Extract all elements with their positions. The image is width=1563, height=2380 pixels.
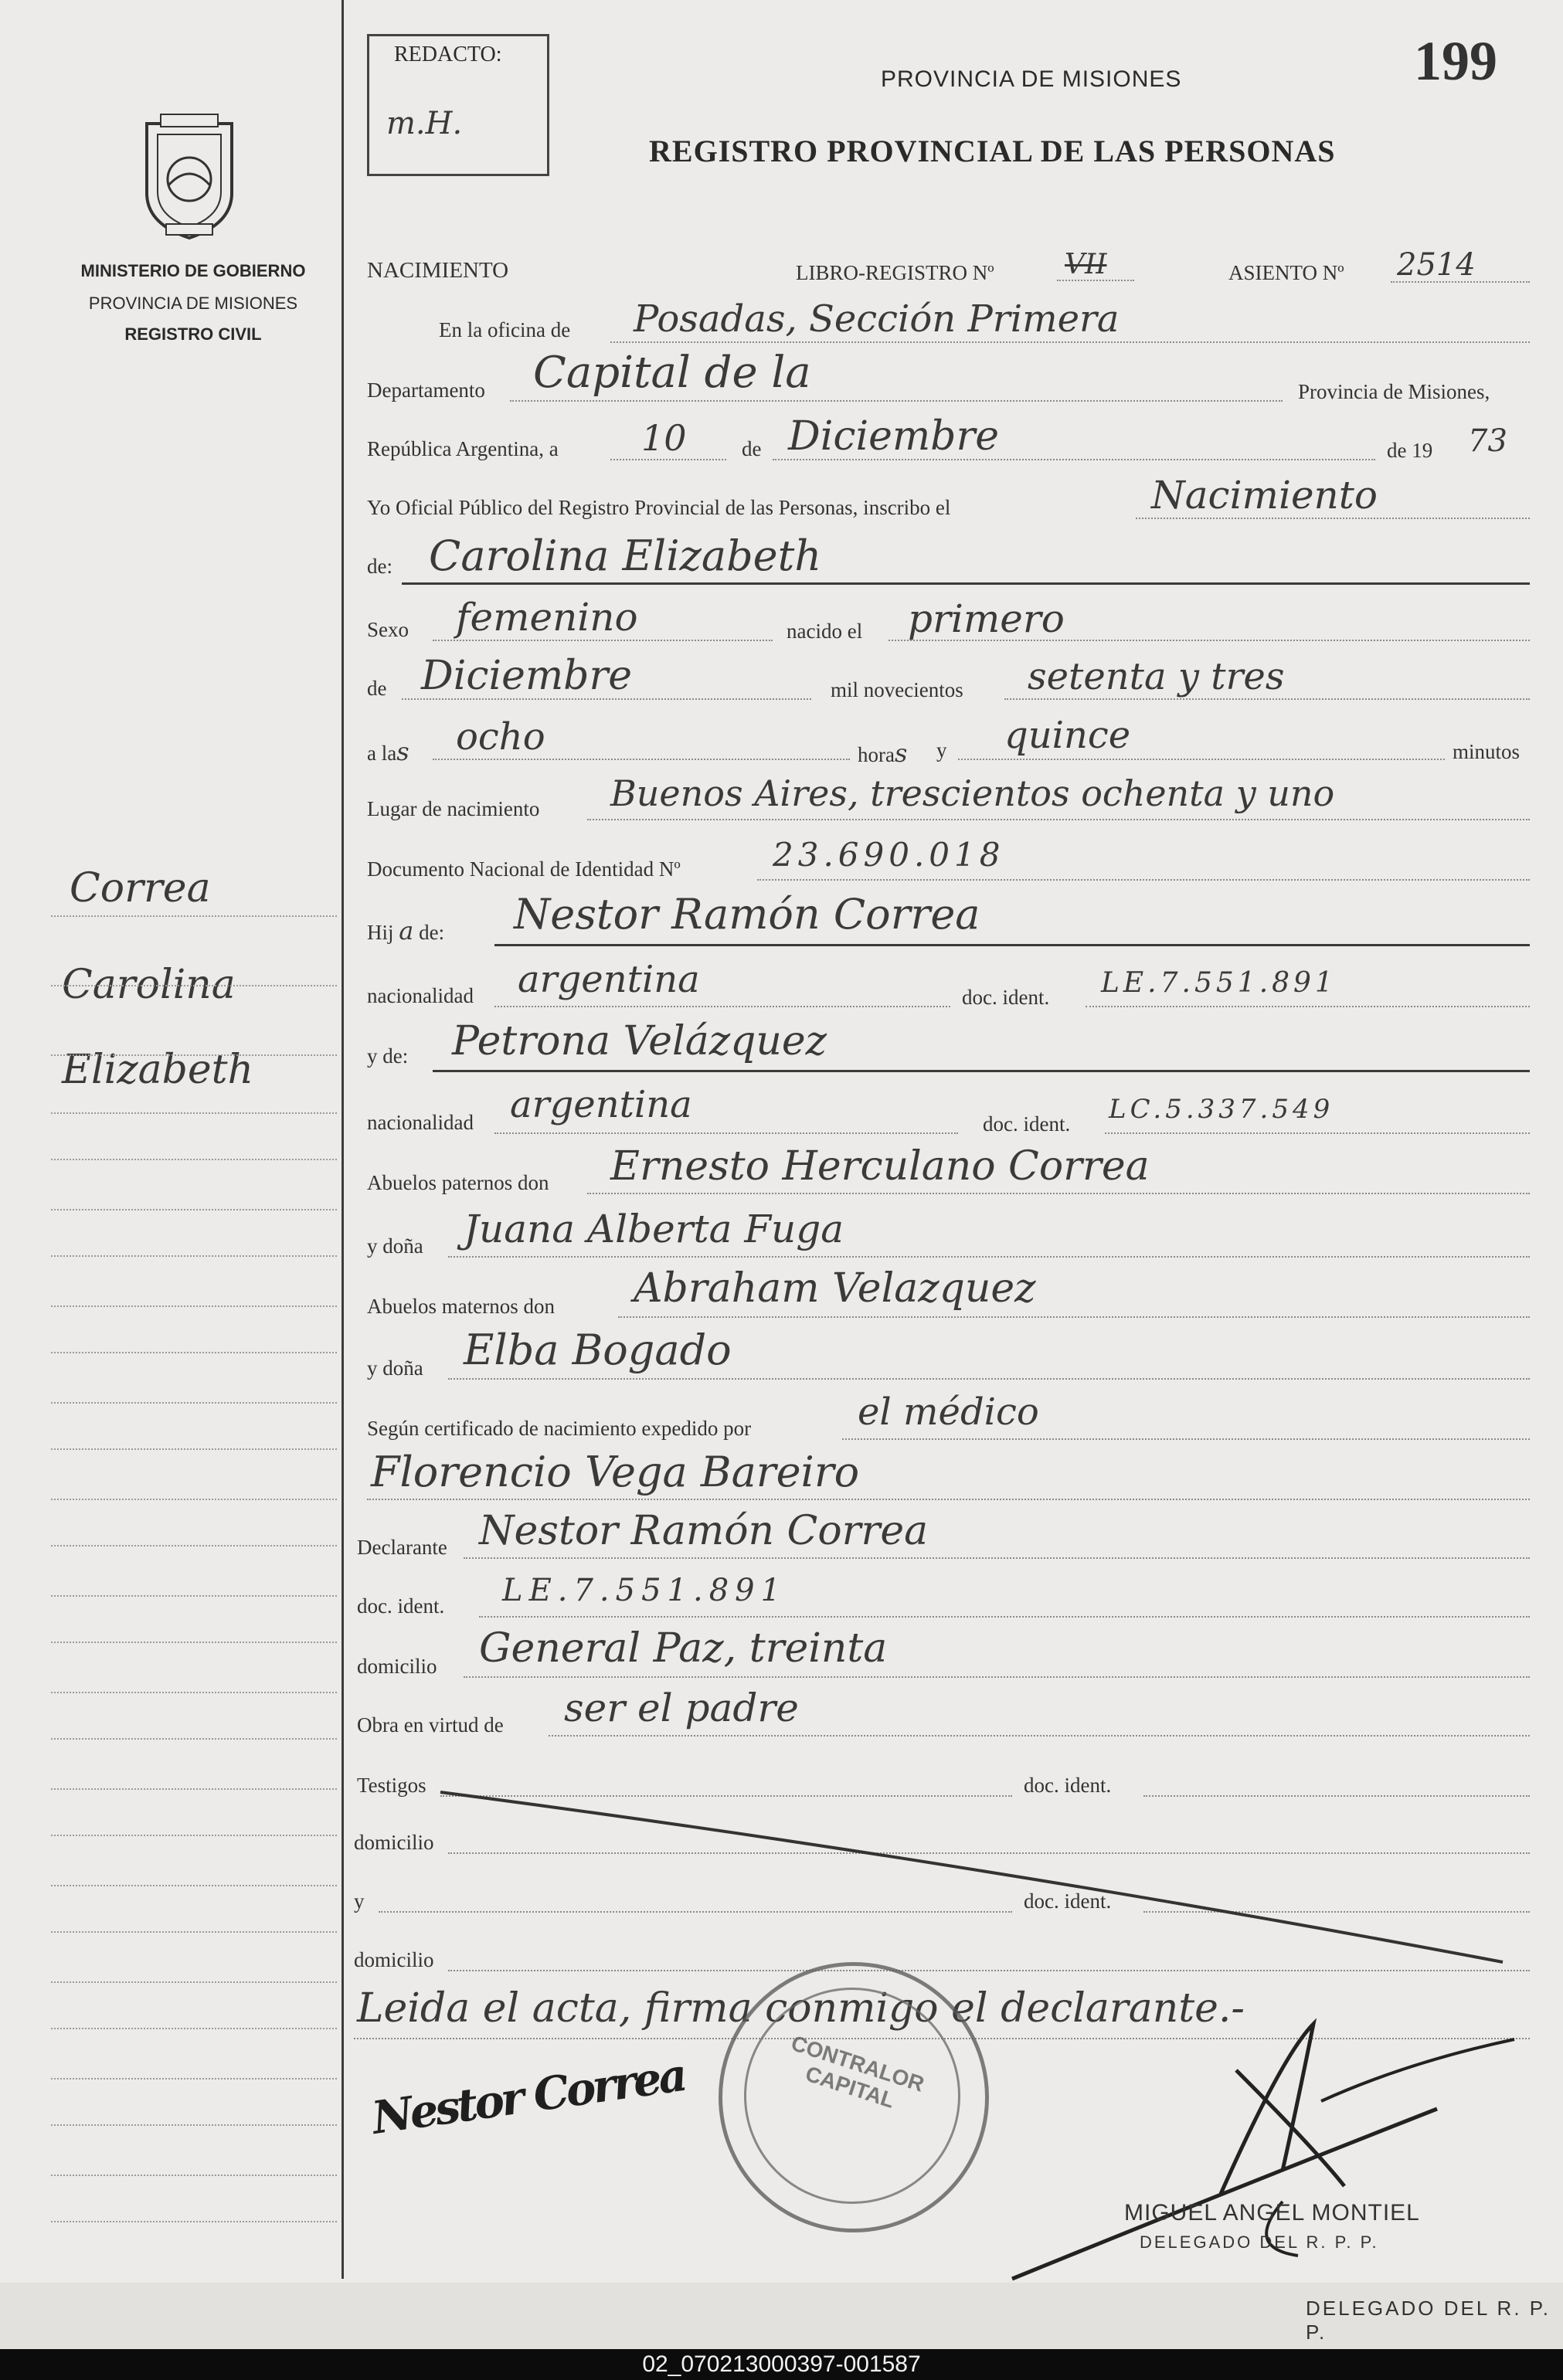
domicilio3-label: domicilio <box>354 1948 434 1971</box>
abp-line <box>587 1193 1530 1194</box>
hij-text: Hij <box>367 921 394 944</box>
abm-label: Abuelos maternos don <box>367 1295 555 1318</box>
madre-name: Petrona Velázquez <box>452 1018 827 1064</box>
margin-line <box>51 915 337 917</box>
minutos-label: minutos <box>1453 740 1521 763</box>
doc1-label: doc. ident. <box>962 986 1050 1009</box>
redacto-box <box>367 34 549 176</box>
oficina-value: Posadas, Sección Primera <box>634 297 1120 341</box>
hij-de: de: <box>419 921 445 944</box>
margin-line <box>51 2221 337 2222</box>
obra-value: ser el padre <box>564 1686 799 1730</box>
ministry-line2: PROVINCIA DE MISIONES <box>88 294 298 313</box>
nac2-value: argentina <box>510 1083 692 1126</box>
obra-line <box>549 1735 1530 1737</box>
ydona1-label: y doña <box>367 1234 423 1258</box>
child-name: Carolina Elizabeth <box>429 531 822 580</box>
dni-line <box>757 879 1530 881</box>
margin-line <box>51 1738 337 1740</box>
mil-line <box>1004 698 1530 700</box>
file-id-bar: 02_070213000397-001587 <box>0 2349 1563 2380</box>
name-line <box>402 582 1530 585</box>
docid-line <box>479 1616 1530 1618</box>
doc2-line <box>1105 1132 1530 1134</box>
underlying-sheet-text: DELEGADO DEL R. P. P. <box>1306 2297 1551 2344</box>
record-type-label: NACIMIENTO <box>367 258 509 283</box>
margin-line <box>51 1499 337 1500</box>
margin-line <box>51 1788 337 1790</box>
oficina-label: En la oficina de <box>439 318 571 341</box>
provincial-seal-icon <box>131 108 247 243</box>
horas-text: hora <box>858 743 895 766</box>
margin-line <box>51 1255 337 1257</box>
margin-line <box>51 1931 337 1933</box>
sexo-label: Sexo <box>367 618 409 641</box>
lugar-label: Lugar de nacimiento <box>367 797 540 820</box>
madre-line <box>433 1070 1530 1072</box>
alas-suffix: s <box>396 737 409 766</box>
cert-label: Según certificado de nacimiento expedido por <box>367 1417 752 1440</box>
margin-line <box>51 1112 337 1114</box>
cert-line <box>842 1438 1530 1440</box>
padre-name: Nestor Ramón Correa <box>514 890 980 939</box>
name-de-label: de: <box>367 555 392 578</box>
nacido-line <box>889 640 1530 641</box>
de-label: de <box>742 437 762 460</box>
domicilio-label: domicilio <box>357 1655 437 1678</box>
departamento-value: Capital de la <box>533 348 811 398</box>
closing-statement: Leida el acta, firma conmigo el declarante.- <box>357 1985 1245 2032</box>
abp-label: Abuelos paternos don <box>367 1171 549 1194</box>
doc2-label: doc. ident. <box>983 1112 1071 1136</box>
alas-label <box>367 737 409 766</box>
nac2-label: nacionalidad <box>367 1111 474 1134</box>
anio-prefix: de 19 <box>1387 439 1433 462</box>
margin-line <box>51 1642 337 1643</box>
margin-line <box>51 985 337 986</box>
doc1-line <box>1086 1006 1530 1007</box>
margin-line <box>51 1402 337 1404</box>
horas-line <box>433 759 850 760</box>
ydona2-label: y doña <box>367 1356 423 1380</box>
dia-line <box>610 459 726 460</box>
margin-line <box>51 2028 337 2029</box>
abp2-line <box>448 1256 1530 1258</box>
nac1-label: nacionalidad <box>367 984 474 1007</box>
horas-label <box>858 738 907 768</box>
redacto-initials: m.H. <box>386 106 463 141</box>
dni-value: 23.690.018 <box>773 836 1005 874</box>
margin-line <box>51 1981 337 1983</box>
declarante-name: Nestor Ramón Correa <box>479 1508 929 1554</box>
doc3-label: doc. ident. <box>1024 1774 1112 1797</box>
alas-text: a la <box>367 742 397 765</box>
official-name: MIGUEL ANGEL MONTIEL <box>1124 2200 1420 2226</box>
oficina-line <box>610 341 1530 343</box>
domicilio-line <box>464 1676 1530 1678</box>
margin-line <box>51 1692 337 1693</box>
nac2-line <box>494 1132 958 1134</box>
mes-value: Diciembre <box>788 413 1000 460</box>
anio-value: 73 <box>1468 423 1507 459</box>
y-label: y <box>936 738 947 762</box>
mes-line <box>773 459 1375 460</box>
horas-value: ocho <box>456 715 545 759</box>
libro-line <box>1057 280 1134 281</box>
page-number: 199 <box>1414 30 1497 92</box>
minutos-value: quince <box>1004 714 1131 757</box>
margin-line <box>51 1352 337 1353</box>
stamp-text: CONTRALOR CAPITAL <box>788 2030 927 2113</box>
margin-line <box>51 1159 337 1160</box>
mil-value: setenta y tres <box>1028 655 1285 698</box>
lugar-value: Buenos Aires, trescientos ochenta y uno <box>610 772 1335 814</box>
nacido-value: primero <box>908 596 1065 641</box>
abm-line <box>618 1316 1530 1318</box>
abp-value: Ernesto Herculano Correa <box>610 1143 1150 1190</box>
sexo-value: femenino <box>456 595 638 640</box>
docid-value: LE.7.551.891 <box>502 1573 787 1608</box>
abp2-value: Juana Alberta Fuga <box>464 1207 844 1251</box>
margin-line <box>51 2078 337 2080</box>
docid-label: doc. ident. <box>357 1594 445 1618</box>
abm-value: Abraham Velazquez <box>634 1265 1036 1312</box>
inscribo-line <box>1136 518 1530 519</box>
inscribo-value: Nacimiento <box>1151 473 1378 518</box>
underlying-sheet <box>0 2283 1563 2349</box>
padre-line <box>494 944 1530 946</box>
doc2-value: LC.5.337.549 <box>1109 1094 1334 1125</box>
departamento-label: Departamento <box>367 379 485 402</box>
republica-label: República Argentina, a <box>367 437 559 460</box>
asiento-line <box>1391 281 1530 283</box>
mes2-value: Diciembre <box>421 653 633 699</box>
dni-label: Documento Nacional de Identidad Nº <box>367 857 681 881</box>
medico-name: Florencio Vega Bareiro <box>371 1448 860 1496</box>
de2-label: de <box>367 677 387 700</box>
margin-line <box>51 1448 337 1450</box>
sexo-line <box>433 640 773 641</box>
margin-line <box>51 1835 337 1836</box>
nac1-line <box>494 1006 950 1007</box>
margin-surname: Correa <box>70 865 211 912</box>
margin-line <box>51 1209 337 1210</box>
doc1-value: LE.7.551.891 <box>1101 967 1337 999</box>
obra-label: Obra en virtud de <box>357 1713 504 1737</box>
registry-title: REGISTRO PROVINCIAL DE LAS PERSONAS <box>649 134 1336 168</box>
cert-value: el médico <box>858 1390 1039 1434</box>
departamento-line <box>510 400 1283 402</box>
testigos-label: Testigos <box>357 1774 426 1797</box>
margin-line <box>51 1545 337 1546</box>
margin-line <box>51 2175 337 2176</box>
margin-line <box>51 1054 337 1056</box>
declarante-line <box>464 1557 1530 1559</box>
margin-divider <box>341 0 344 2279</box>
y2-label: y <box>354 1889 365 1913</box>
margin-line <box>51 1595 337 1597</box>
official-stamp <box>719 1962 989 2232</box>
minutos-line <box>958 759 1445 760</box>
domicilio2-label: domicilio <box>354 1831 434 1854</box>
margin-line <box>51 1885 337 1886</box>
margin-line <box>51 1305 337 1307</box>
abm2-value: Elba Bogado <box>464 1326 732 1374</box>
medico-line <box>367 1499 1530 1500</box>
margin-line <box>51 2124 337 2126</box>
declarante-label: Declarante <box>357 1536 447 1559</box>
nacido-label: nacido el <box>787 620 863 643</box>
official-title: DELEGADO DEL R. P. P. <box>1140 2232 1379 2252</box>
hij-suffix: a <box>399 916 414 946</box>
doc4-label: doc. ident. <box>1024 1889 1112 1913</box>
redacto-label: REDACTO: <box>394 42 502 66</box>
margin-middlename: Elizabeth <box>62 1047 254 1093</box>
lugar-line <box>587 819 1530 820</box>
dia-value: 10 <box>641 417 687 459</box>
margin-firstname: Carolina <box>62 962 236 1008</box>
province-heading: PROVINCIA DE MISIONES <box>881 66 1182 92</box>
libro-label: LIBRO-REGISTRO Nº <box>796 261 994 284</box>
mes2-line <box>402 698 811 700</box>
hij-label <box>367 916 444 946</box>
nac1-value: argentina <box>518 958 700 1001</box>
mil-label: mil novecientos <box>831 678 963 701</box>
abm2-line <box>448 1378 1530 1380</box>
domicilio-value: General Paz, treinta <box>479 1625 888 1672</box>
yde-label: y de: <box>367 1044 409 1068</box>
declarante-signature: Nestor Correa <box>369 2048 688 2145</box>
oficial-text: Yo Oficial Público del Registro Provincial de las Personas, inscribo el <box>367 496 951 519</box>
asiento-label: ASIENTO Nº <box>1228 261 1344 284</box>
ministry-line3: REGISTRO CIVIL <box>124 324 262 344</box>
asiento-value: 2514 <box>1397 247 1476 283</box>
libro-value: VII <box>1065 249 1107 280</box>
ministry-line1: MINISTERIO DE GOBIERNO <box>80 261 306 280</box>
horas-suffix: s <box>894 738 908 768</box>
provincia-suffix: Provincia de Misiones, <box>1298 380 1490 403</box>
cancel-stroke <box>433 1777 1514 1978</box>
